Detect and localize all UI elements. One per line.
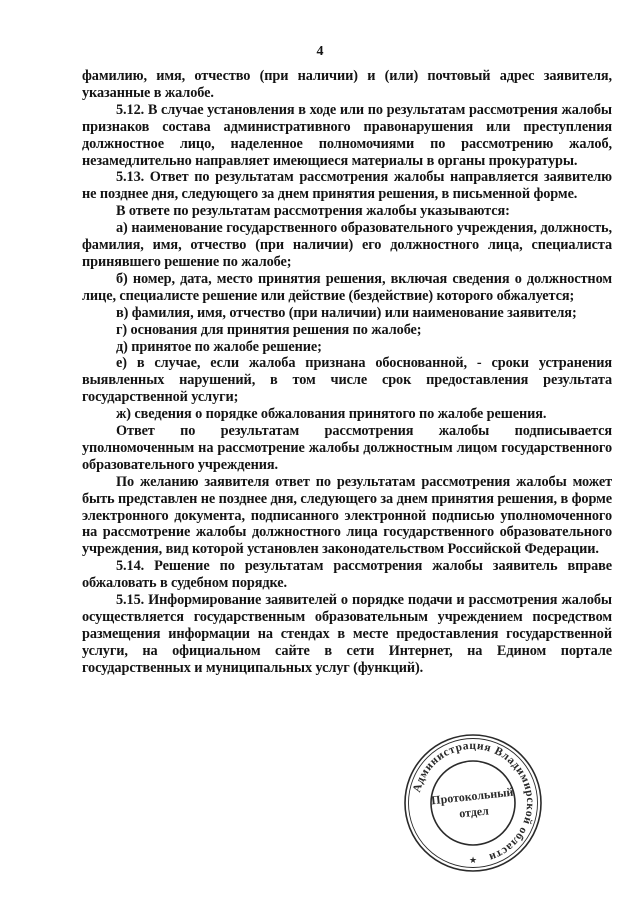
list-item-d: д) принятое по жалобе решение; xyxy=(116,338,322,355)
list-item-a: а) наименование государственного образовательного учреждения, должность, фамилия, имя, отчество (при наличии) его должностного лица, специалиста принявшего решение по жалобе; xyxy=(82,220,612,270)
stamp-seal-icon xyxy=(400,730,546,876)
list-item-e: е) в случае, если жалоба признана обоснованной, - сроки устранения выявленных нарушений, в том числе срок предоставления результата государственной услуги; xyxy=(82,355,612,406)
document-body xyxy=(82,68,612,677)
stamp-star-icon: ★ xyxy=(468,855,478,865)
official-stamp xyxy=(400,730,546,876)
stamp-ring-text: Администрация Владимирской области xyxy=(411,739,537,864)
stamp-center-line-1: Протокольный xyxy=(430,784,515,808)
paragraph-5-12: 5.12. В случае установления в ходе или по результатам рассмотрения жалобы признаков состава административного правонарушения или преступления должностное лицо, наделенное полномочиями по рассмотрению жалоб, незамедлительно направляет имеющиеся материалы в органы прокуратуры. xyxy=(82,101,612,169)
paragraph-answer-signature: Ответ по результатам рассмотрения жалобы подписывается уполномоченным на рассмотрение жалобы должностным лицом государственного образовательного учреждения. xyxy=(82,423,612,473)
paragraph-5-13: 5.13. Ответ по результатам рассмотрения жалобы направляется заявителю не позднее дня, следующего за днем принятия решения, в письменной форме. xyxy=(82,169,612,203)
list-item-b: б) номер, дата, место принятия решения, включая сведения о должностном лице, специалисте решение или действие (бездействие) которого обжалуется; xyxy=(82,270,612,304)
page-number: 4 xyxy=(316,44,324,59)
paragraph-answer-intro: В ответе по результатам рассмотрения жалобы указываются: xyxy=(116,203,510,220)
paragraph-5-14: 5.14. Решение по результатам рассмотрения жалобы заявитель вправе обжаловать в судебном порядке. xyxy=(82,558,612,592)
stamp-center-line-2: отдел xyxy=(458,803,490,821)
list-item-g: г) основания для принятия решения по жалобе; xyxy=(116,321,422,338)
paragraph-continuation: фамилию, имя, отчество (при наличии) и (или) почтовый адрес заявителя, указанные в жалобе. xyxy=(82,68,612,101)
list-item-v: в) фамилия, имя, отчество (при наличии) или наименование заявителя; xyxy=(116,304,577,321)
list-item-zh: ж) сведения о порядке обжалования принятого по жалобе решения. xyxy=(116,406,547,423)
paragraph-electronic-answer: По желанию заявителя ответ по результатам рассмотрения жалобы может быть представлен не позднее дня, следующего за днем принятия решения, в форме электронного документа, подписанного электронной подписью уполномоченного на рассмотрение жалобы должностного лица государственного образовательного учреждения, вид которой установлен законодательством Российской Федерации. xyxy=(82,473,612,558)
paragraph-5-15: 5.15. Информирование заявителей о порядке подачи и рассмотрения жалобы осуществляется государственным образовательным учреждением посредством размещения информации на стендах в месте предоставления государственной услуги, на официальном сайте в сети Интернет, на Едином портале государственных и муниципальных услуг (функций). xyxy=(82,592,612,676)
